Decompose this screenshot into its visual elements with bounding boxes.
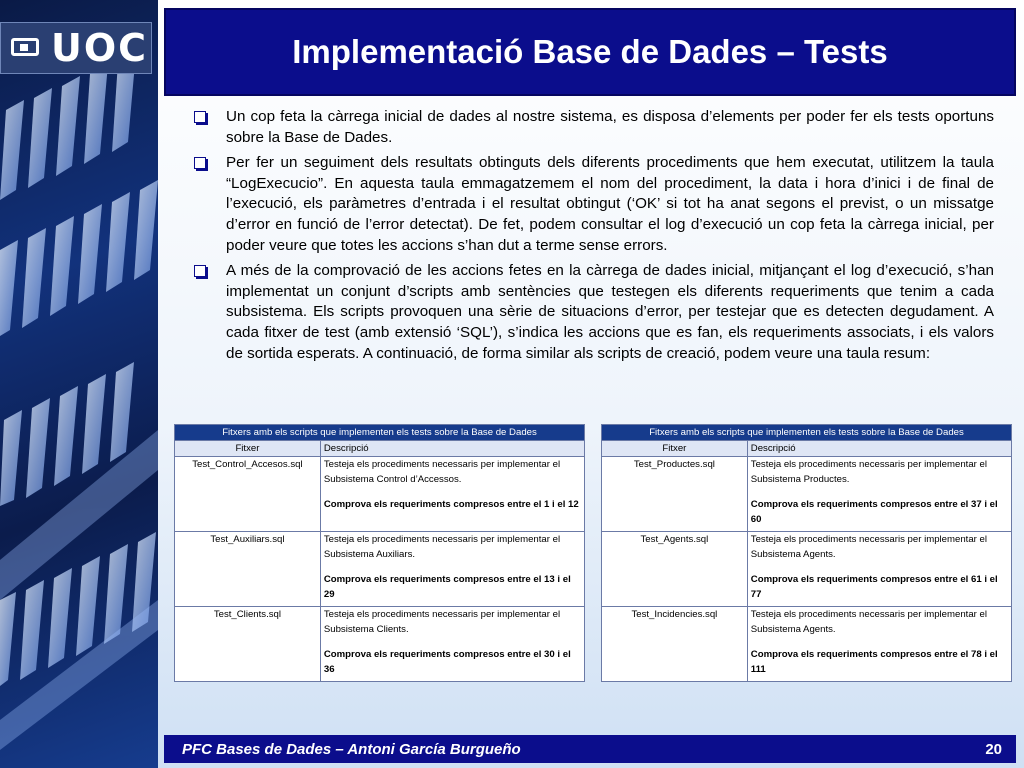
description-cell	[320, 607, 584, 682]
footer-author: PFC Bases de Dades – Antoni García Burgueño	[182, 740, 521, 758]
uoc-logo	[0, 22, 152, 74]
requirements-text: Comprova els requeriments compresos entre el 13 i el 29	[323, 574, 571, 600]
bullet-text: Un cop feta la càrrega inicial de dades al nostre sistema, es disposa d’elements per poder fer els tests oportuns sobre la Base de Dades.	[226, 108, 994, 146]
table-row	[602, 457, 1012, 532]
description-cell	[320, 457, 584, 532]
requirements-text: Comprova els requeriments compresos entre el 78 i el 111	[750, 649, 998, 675]
column-header-descripcio: Descripció	[320, 441, 584, 457]
column-header-fitxer: Fitxer	[175, 441, 321, 457]
description-text: Testeja els procediments necessaris per implementar el Subsistema Agents.	[750, 534, 987, 560]
bullet-item	[194, 107, 994, 148]
column-header-descripcio: Descripció	[747, 441, 1011, 457]
file-cell: Test_Control_Accesos.sql	[175, 457, 321, 532]
bullet-text: Per fer un seguiment dels resultats obtinguts dels diferents procediments que hem executat, utilitzem la taula “LogExecucio”. En aquesta taula emmagatzemem el nom del procediment, la data i hora d’inici i de final de l’execució, els paràmetres d’entrada i el resultat obtingut (‘OK’ si tot ha anat segons el previst, o un missatge d’error en funció de l’error detectat). De fet, podem consultar el log d’execució un cop feta la càrrega inicial, per poder veure que totes les accions s’han dut a terme sense errors.	[226, 154, 994, 254]
description-text: Testeja els procediments necessaris per implementar el Subsistema Auxiliars.	[323, 534, 561, 560]
checkbox-bullet-icon	[194, 265, 206, 277]
table-row	[175, 607, 585, 682]
slide-footer	[164, 735, 1016, 763]
description-text: Testeja els procediments necessaris per implementar el Subsistema Control d’Accessos.	[323, 459, 561, 485]
bullet-text: A més de la comprovació de les accions fetes en la càrrega de dades inicial, mitjançant el log d’execució, s’han implementat un conjunt d’scripts amb sentències que testegen els diferents requeriments que tenim a cada subsistema. Els scripts provoquen una sèrie de situacions d’error, per testejar que es detecten degudament. A cada fitxer de test (amb extensió ‘SQL’), s’indica les accions que es fan, els requeriments associats, i els valors de sortida esperats. A continuació, de forma similar als scripts de creació, podem veure una taula resum:	[226, 262, 994, 362]
checkbox-bullet-icon	[194, 111, 206, 123]
page-number: 20	[985, 740, 1002, 758]
slide-title: Implementació Base de Dades – Tests	[292, 33, 888, 70]
table-row	[602, 532, 1012, 607]
table-row	[602, 607, 1012, 682]
side-decoration	[0, 0, 158, 768]
table-caption: Fitxers amb els scripts que implementen els tests sobre la Base de Dades	[602, 425, 1012, 441]
requirements-text: Comprova els requeriments compresos entre el 1 i el 12	[323, 499, 579, 510]
uoc-logo-icon	[11, 38, 41, 58]
tests-table-right	[601, 424, 1012, 682]
column-header-fitxer: Fitxer	[602, 441, 748, 457]
checkbox-bullet-icon	[194, 157, 206, 169]
file-cell: Test_Clients.sql	[175, 607, 321, 682]
file-cell: Test_Productes.sql	[602, 457, 748, 532]
description-text: Testeja els procediments necessaris per implementar el Subsistema Productes.	[750, 459, 987, 485]
table-row	[175, 457, 585, 532]
description-cell	[320, 532, 584, 607]
file-cell: Test_Auxiliars.sql	[175, 532, 321, 607]
requirements-text: Comprova els requeriments compresos entre el 30 i el 36	[323, 649, 571, 675]
bullet-item	[194, 153, 994, 256]
description-text: Testeja els procediments necessaris per implementar el Subsistema Agents.	[750, 609, 987, 635]
table-caption: Fitxers amb els scripts que implementen els tests sobre la Base de Dades	[175, 425, 585, 441]
keyboard-background-graphic	[0, 0, 158, 768]
slide-title-bar	[164, 8, 1016, 96]
uoc-logo-text: UOC	[51, 26, 149, 70]
bullet-item	[194, 261, 994, 364]
requirements-text: Comprova els requeriments compresos entre el 37 i el 60	[750, 499, 998, 525]
tests-table-left	[174, 424, 585, 682]
requirements-text: Comprova els requeriments compresos entre el 61 i el 77	[750, 574, 998, 600]
file-cell: Test_Incidencies.sql	[602, 607, 748, 682]
description-cell	[747, 607, 1011, 682]
table-row	[175, 532, 585, 607]
description-cell	[747, 457, 1011, 532]
description-cell	[747, 532, 1011, 607]
description-text: Testeja els procediments necessaris per implementar el Subsistema Clients.	[323, 609, 561, 635]
bullet-list	[194, 107, 994, 369]
file-cell: Test_Agents.sql	[602, 532, 748, 607]
